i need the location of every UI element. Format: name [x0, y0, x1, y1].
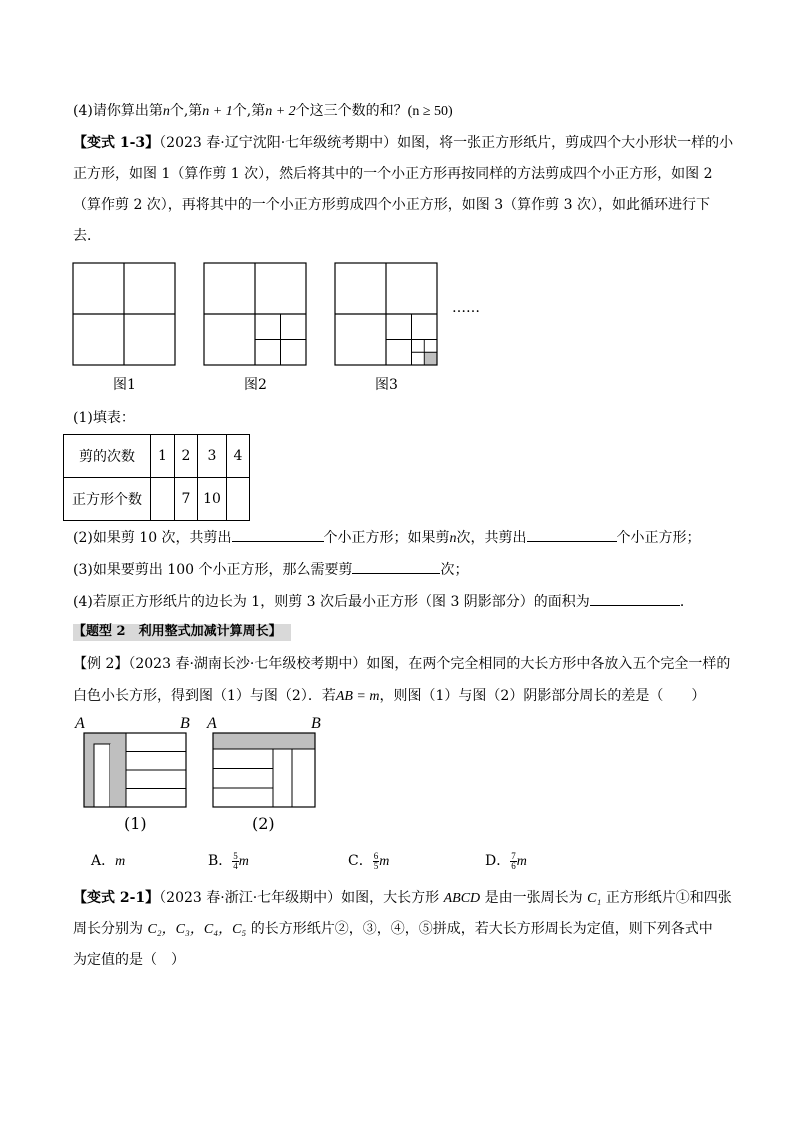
variant21-line1: 【变式 2-1】（2023 春·浙江·七年级期中）如图，大长方形 ABCD 是由一张周长为 C₁ 正方形纸片①和四张: [73, 890, 732, 906]
variant13-q4: (4)若原正方形纸片的边长为 1，则剪 3 次后最小正方形（图 3 阴影部分）的面积为 ．: [73, 591, 694, 612]
table-cell: 正方形个数: [64, 478, 151, 521]
option-d[interactable]: D． $\frac{7}{6}$ m: [485, 850, 527, 871]
variant13-line3: （算作剪 2 次），再将其中的一个小正方形剪成四个小正方形，如图 3（算作剪 3 次），如此循环进行下: [73, 197, 710, 213]
answer-blank[interactable]: [232, 527, 324, 542]
example2-line1: 【例 2】（2023 春·湖南长沙·七年级校考期中）如图，在两个完全相同的大长方形中各放入五个完全一样的: [73, 656, 731, 672]
answer-blank[interactable]: [590, 591, 680, 606]
label-b-fig1: B: [180, 715, 190, 732]
rect-figure-2: [212, 732, 318, 810]
table-cell: 剪的次数: [64, 435, 151, 478]
option-c[interactable]: C． $\frac{6}{5}$ m: [348, 850, 390, 871]
figure-2: [203, 262, 309, 368]
figure-1: [72, 262, 178, 368]
rect-figure-2-caption: (2): [252, 814, 275, 833]
fill-table-label: (1)填表：: [73, 410, 135, 426]
rect-figure-1-caption: (1): [124, 814, 147, 833]
option-a[interactable]: A．m: [91, 853, 126, 869]
figure-3-caption: 图3: [375, 377, 398, 393]
fraction: $\frac{7}{6}$: [511, 850, 516, 871]
label-a-fig2: A: [207, 715, 217, 732]
answer-blank[interactable]: [527, 527, 617, 542]
figure-3: [334, 262, 440, 368]
variant21-line3: 为定值的是（ ）: [73, 952, 185, 968]
table-cell: 1: [151, 435, 175, 478]
variant13-q2: (2)如果剪 10 次，共剪出 个小正方形；如果剪n次，共剪出 个小正方形；: [73, 527, 701, 549]
label-b-fig2: B: [311, 715, 321, 732]
example2-line2: 白色小长方形，得到图（1）与图（2）．若AB = m，则图（1）与图（2）阴影部分周长的差是（ ）: [73, 688, 706, 704]
answer-blank[interactable]: [352, 559, 440, 574]
rect-figure-1: [83, 732, 189, 810]
table-cell: 2: [175, 435, 198, 478]
table-cell: 10: [198, 478, 227, 521]
table-row: [64, 435, 250, 478]
topic-heading: 【题型 2 利用整式加减计算周长】: [73, 624, 282, 639]
table-row: [64, 478, 250, 521]
figure-1-caption: 图1: [113, 377, 136, 393]
figure-ellipsis: ……: [452, 300, 480, 316]
variant13-line1: 【变式 1-3】（2023 春·辽宁沈阳·七年级统考期中）如图，将一张正方形纸片，剪成四个大小形状一样的小: [73, 135, 734, 151]
q4-line: (4)请你算出第n个,第n + 1个,第n + 2个这三个数的和？(n ≥ 50): [73, 103, 453, 119]
variant13-line4: 去．: [73, 228, 101, 244]
fraction: $\frac{6}{5}$: [373, 850, 379, 871]
fraction: $\frac{5}{4}$: [233, 850, 238, 871]
figure-2-caption: 图2: [244, 377, 267, 393]
cut-count-table: [63, 434, 250, 521]
table-cell: 3: [198, 435, 227, 478]
variant21-line2: 周长分别为 C₂，C₃，C₄，C₅ 的长方形纸片②，③，④，⑤拼成，若大长方形周长为定值，则下列各式中: [73, 921, 713, 937]
label-a-fig1: A: [75, 715, 85, 732]
variant13-line2: 正方形，如图 1（算作剪 1 次），然后将其中的一个小正方形再按同样的方法剪成四个小正方形，如图 2: [73, 166, 713, 182]
table-cell: [227, 478, 250, 521]
table-cell: 7: [175, 478, 198, 521]
table-cell: [151, 478, 175, 521]
variant13-q3: (3)如果要剪出 100 个小正方形，那么需要剪 次；: [73, 559, 468, 580]
table-cell: 4: [227, 435, 250, 478]
option-b[interactable]: B． $\frac{5}{4}$ m: [208, 850, 249, 871]
